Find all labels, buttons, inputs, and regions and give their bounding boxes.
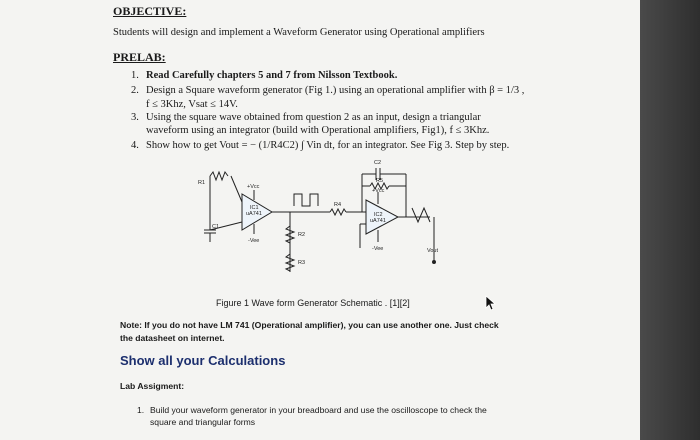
lab-assignment-heading: Lab Assigment:	[120, 381, 185, 391]
c1-label: C1	[212, 224, 220, 230]
vout-label: Vout	[427, 248, 439, 254]
list-item-number: 3.	[131, 112, 139, 123]
resistor-r1	[210, 172, 228, 180]
list-item: Using the square wave obtained from question 2 as an input, design a triangular	[146, 112, 481, 123]
list-item-number: 4.	[131, 140, 139, 151]
mouse-cursor-icon	[485, 295, 497, 311]
ic2-label: IC2	[374, 212, 383, 218]
waveform-generator-schematic	[190, 152, 470, 292]
r1-label: R1	[198, 180, 206, 186]
square-wave-icon	[294, 194, 318, 206]
resistor-r4	[330, 209, 346, 215]
objective-heading: OBJECTIVE:	[113, 4, 187, 18]
list-item: Show how to get Vout = − (1/R4C2) ∫ Vin dt, for an integrator. See Fig 3. Step by step.	[146, 140, 510, 151]
r2-label: R2	[298, 232, 306, 238]
list-item-continuation: f ≤ 3Khz, Vsat ≤ 14V.	[146, 99, 238, 110]
lab-item-line-1: Build your waveform generator in your breadboard and use the oscilloscope to check the	[150, 405, 487, 415]
list-item: Read Carefully chapters 5 and 7 from Nilsson Textbook.	[146, 70, 398, 81]
r4-label: R4	[334, 202, 342, 208]
ic1-label: IC1	[250, 205, 259, 211]
c2-label: C2	[374, 160, 382, 166]
lab-item-number: 1.	[137, 405, 145, 415]
note-line-1: Note: If you do not have LM 741 (Operational amplifier), you can use another one. Just check	[120, 320, 499, 330]
background-surface	[640, 0, 700, 440]
r5-label: R5	[376, 178, 384, 184]
list-item-number: 2.	[131, 85, 139, 96]
vcc1-label: +Vcc	[247, 184, 260, 190]
vee2-label: -Vee	[372, 246, 384, 252]
vee1-label: -Vee	[248, 238, 260, 244]
ic1-part-label: uA741	[246, 211, 262, 217]
list-item-continuation: waveform using an integrator (build with Operational amplifiers, Fig1), f ≤ 3Khz.	[146, 125, 490, 136]
note-line-2: the datasheet on internet.	[120, 333, 225, 343]
vcc2-label: +Vcc	[372, 188, 385, 194]
triangle-wave-icon	[412, 208, 430, 222]
list-item-number: 1.	[131, 70, 139, 81]
ic2-part-label: uA741	[370, 218, 386, 224]
list-item: Design a Square waveform generator (Fig 1.) using an operational amplifier with β = 1/3 ,	[146, 85, 525, 96]
figure-caption: Figure 1 Wave form Generator Schematic . [1][2]	[216, 298, 410, 308]
lab-item-line-2: square and triangular forms	[150, 417, 256, 427]
objective-text: Students will design and implement a Waveform Generator using Operational amplifiers	[113, 27, 485, 38]
prelab-heading: PRELAB:	[113, 50, 166, 64]
calculations-heading: Show all your Calculations	[120, 353, 286, 368]
r3-label: R3	[298, 260, 306, 266]
